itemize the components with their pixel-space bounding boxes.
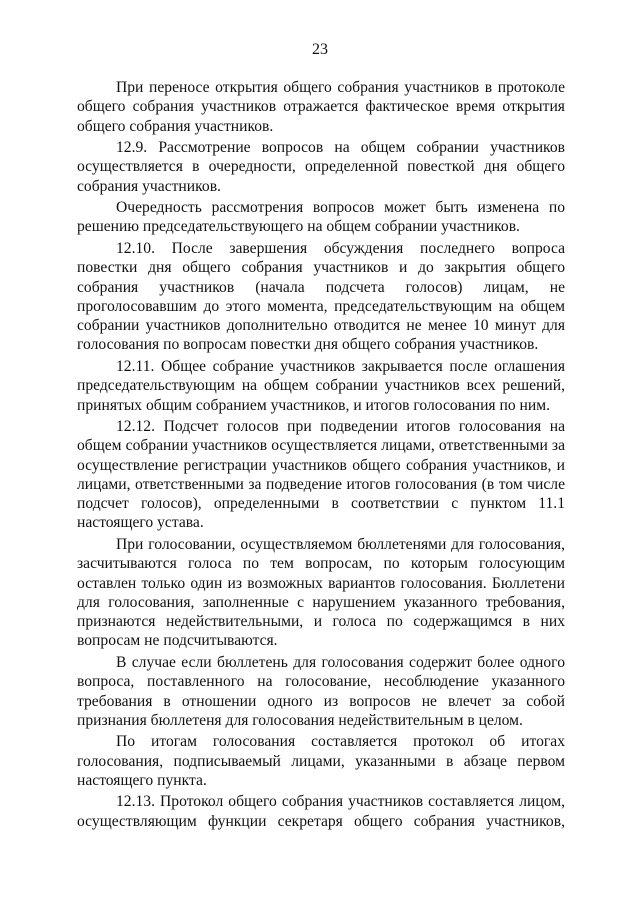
paragraph-voting-protocol: По итогам голосования составляется протокол об итогах голосования, подписываемый лицами, указанными в абзаце первом настоящего пункта.: [77, 733, 565, 789]
paragraph-order-change: Очередность рассмотрения вопросов может быть изменена по решению председательствующего на общем собрании участников.: [77, 199, 565, 236]
paragraph-multiple-questions: В случае если бюллетень для голосования содержит более одного вопроса, поставленного на голосование, несоблюдение указанного требования в отношении одного из вопросов не влечет за собой признания бюллетеня для голосования недействительным в целом.: [77, 653, 565, 729]
paragraph-12-9: 12.9. Рассмотрение вопросов на общем собрании участников осуществляется в очередности, определенной повесткой дня общего собрания участников.: [77, 139, 565, 195]
paragraph-12-11: 12.11. Общее собрание участников закрывается после оглашения председательствующим на общем собрании участников всех решений, принятых общим собранием участников, и итогов голосования по ним.: [77, 357, 565, 414]
paragraph-ballot-voting: При голосовании, осуществляемом бюллетенями для голосования, засчитываются голоса по тем вопросам, по которым голосующим оставлен только один из возможных вариантов голосования. Бюллетени для голосования, заполненные с нарушением указанного требования, признаются недействительными, и голоса по содержащимся в них вопросам не подсчитываются.: [77, 535, 565, 650]
paragraph-12-10: 12.10. После завершения обсуждения последнего вопроса повестки дня общего собрания участников и до закрытия общего собрания участников (начала подсчета голосов) лицам, не проголосовавшим до этого момента, председательствующим на общем собрании участников дополнительно отводится не менее 10 минут для голосования по вопросам повестки дня общего собрания участников.: [77, 239, 565, 354]
page-number: 23: [312, 41, 328, 58]
document-body: [77, 78, 565, 833]
paragraph-transfer-opening: При переносе открытия общего собрания участников в протоколе общего собрания участников отражается фактическое время открытия общего собрания участников.: [77, 79, 565, 135]
paragraph-12-13: 12.13. Протокол общего собрания участников составляется лицом, осуществляющим функции секретаря общего собрания участников,: [77, 793, 565, 830]
paragraph-12-12: 12.12. Подсчет голосов при подведении итогов голосования на общем собрании участников осуществляется лицами, ответственными за осуществление регистрации участников общего собрания участников, и лицами, ответственными за подведение итогов голосования (в том числе подсчет голосов), определенными в соответствии с пунктом 11.1 настоящего устава.: [77, 417, 565, 532]
